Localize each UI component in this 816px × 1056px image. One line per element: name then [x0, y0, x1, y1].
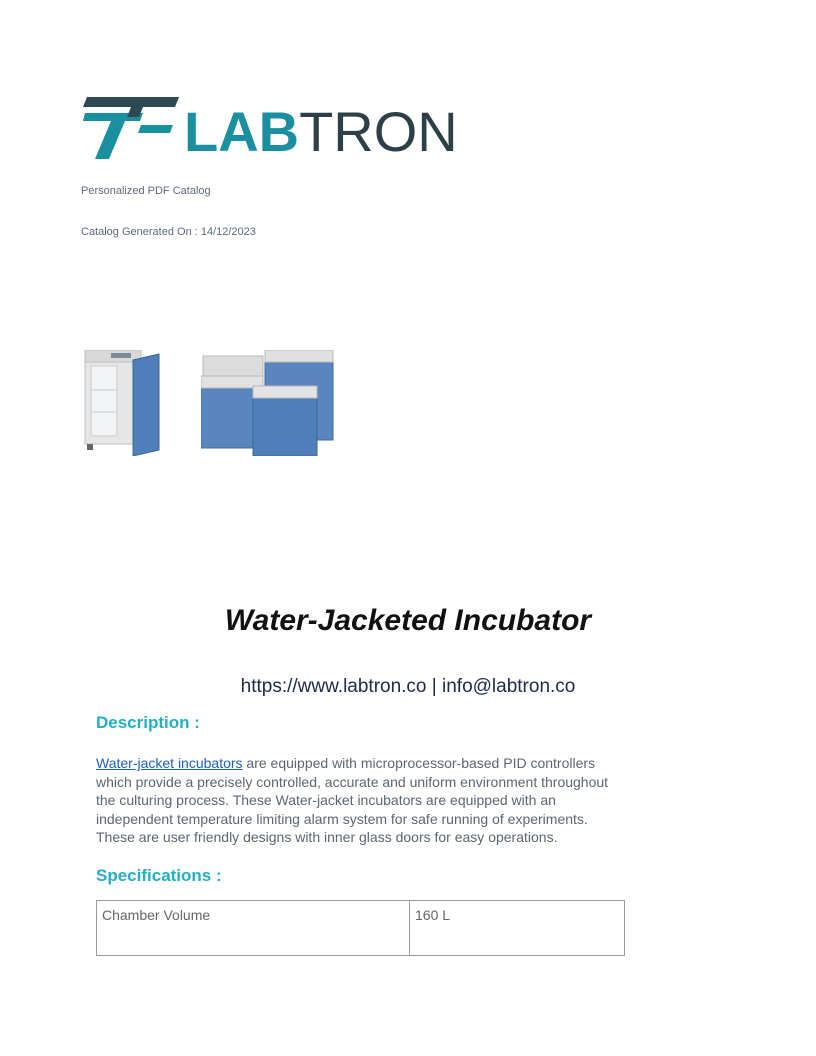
spec-value: 160 L: [410, 901, 625, 956]
brand-wordmark: [184, 100, 458, 163]
product-link[interactable]: Water-jacket incubators: [96, 755, 243, 771]
brand-part-tron: TRON: [299, 100, 458, 163]
labtron-logo-mark-icon: [83, 97, 179, 161]
catalog-subtitle: Personalized PDF Catalog: [81, 185, 211, 197]
specifications-table: [96, 900, 625, 956]
brand-part-lab: LAB: [184, 100, 300, 163]
contact-line: https://www.labtron.co | info@labtron.co: [240, 676, 576, 697]
incubator-group-image: [201, 350, 337, 456]
catalog-generated-date: Catalog Generated On : 14/12/2023: [81, 226, 256, 238]
spec-label: Chamber Volume: [97, 901, 410, 956]
incubator-open-image: [83, 350, 163, 456]
description-heading: Description :: [96, 713, 200, 732]
specifications-heading: Specifications :: [96, 866, 222, 885]
table-row: [97, 901, 625, 956]
description-body: [96, 754, 616, 847]
description-text: are equipped with microprocessor-based PID controllers which provide a precisely controlled, accurate and uniform environment throughout the culturing process. These Water-jacket incubators are equipped with an independent temperature limiting alarm system for safe running of experiments. These are user friendly designs with inner glass doors for easy operations.: [96, 755, 609, 845]
product-title: Water-Jacketed Incubator: [224, 604, 592, 637]
product-images: [83, 350, 337, 456]
